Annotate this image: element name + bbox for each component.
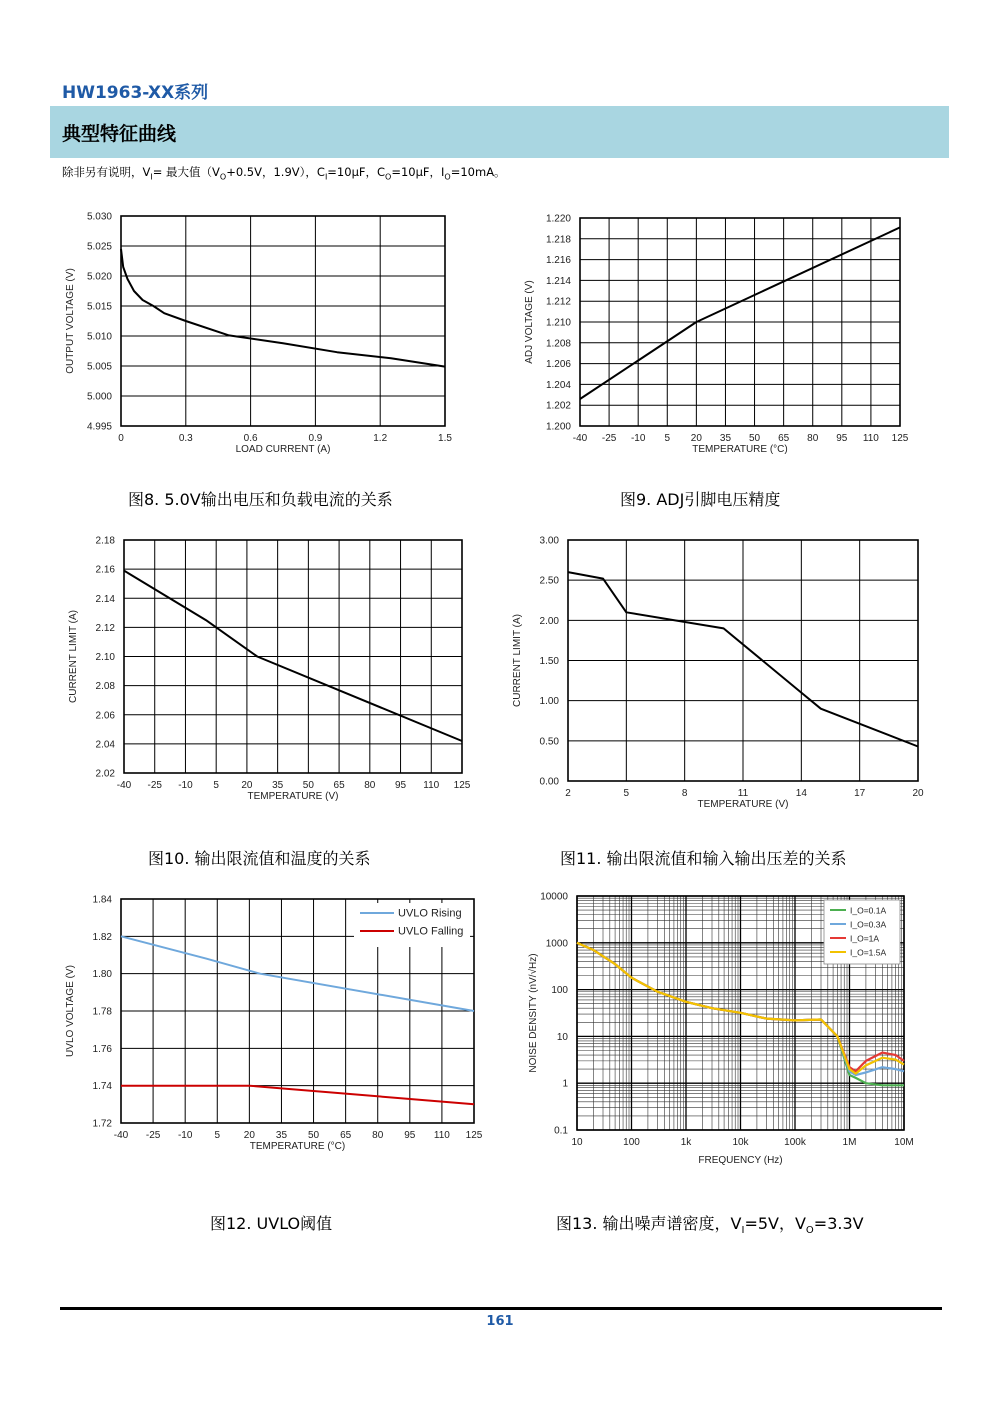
x-tick-label: 65 [778,433,790,444]
y-tick-label: 5.000 [86,391,112,403]
x-axis-label: TEMPERATURE (V) [247,791,339,802]
y-tick-label: 4.995 [86,421,112,433]
x-tick-label: 95 [404,1130,416,1141]
y-tick-label: 2.00 [539,615,559,627]
conditions-sub: O [219,172,227,182]
y-tick-label: 2.10 [95,652,115,663]
x-tick-label: 14 [795,788,807,799]
conditions-sub: I [150,172,153,182]
y-axis-label: ADJ VOLTAGE (V) [524,280,535,364]
x-tick-label: 125 [465,1130,483,1141]
x-tick-label: 2 [565,788,571,799]
x-tick-label: 5 [664,433,671,444]
x-tick-label: 0.3 [178,433,193,444]
x-tick-label: 65 [333,780,345,791]
caption-fig12: 图12. UVLO阈值 [210,1214,333,1233]
x-axis-label: TEMPERATURE (°C) [249,1141,346,1152]
y-tick-label: 3.00 [539,535,559,547]
section-title: 典型特征曲线 [62,123,177,145]
x-tick-label: -10 [178,780,193,791]
x-tick-label: 65 [340,1130,352,1141]
x-tick-label: -25 [147,780,162,791]
x-tick-label: 125 [453,780,471,791]
legend-label: I_O=0.3A [850,919,887,930]
x-tick-label: 1k [680,1137,692,1148]
y-tick-label: 1.00 [539,696,559,708]
y-tick-label: 1.200 [545,421,571,433]
conditions-sub: I [324,172,328,182]
y-tick-label: 1.202 [545,400,571,412]
legend-label: UVLO Rising [398,907,462,920]
x-tick-label: 50 [302,780,314,791]
legend-label: I_O=1.5A [850,947,887,958]
y-tick-label: 10000 [540,891,568,903]
x-tick-label: -25 [145,1130,161,1141]
y-tick-label: 1.84 [92,894,112,906]
x-tick-label: 125 [891,433,909,444]
x-tick-label: 5 [213,780,219,791]
caption-fig11: 图11. 输出限流值和输入输出压差的关系 [560,849,847,868]
x-tick-label: 35 [275,1130,288,1141]
y-tick-label: 1.50 [539,656,559,667]
legend-label: I_O=0.1A [850,905,887,916]
x-tick-label: 11 [737,788,749,799]
x-tick-label: 50 [748,433,761,444]
caption-sub: I [741,1225,745,1237]
y-tick-label: 5.015 [86,301,112,313]
y-tick-label: 1.214 [545,275,571,287]
x-tick-label: 10 [571,1137,583,1148]
x-tick-label: -10 [177,1130,193,1141]
caption-text: =5V，V [744,1214,806,1233]
y-tick-label: 1.206 [545,359,571,371]
y-tick-label: 2.16 [95,564,115,576]
caption-fig9: 图9. ADJ引脚电压精度 [620,490,781,509]
y-tick-label: 1.212 [545,296,571,308]
legend-label: UVLO Falling [398,925,464,938]
footer-rule [60,1307,942,1310]
caption-fig8: 图8. 5.0V输出电压和负载电流的关系 [128,490,393,509]
x-tick-label: 100 [623,1137,640,1148]
conditions-text: 除非另有说明，V [62,165,151,179]
x-tick-label: -25 [601,433,617,444]
x-tick-label: -40 [572,433,588,444]
x-axis-label: TEMPERATURE (V) [697,799,789,810]
x-tick-label: 17 [854,788,866,799]
x-tick-label: 80 [364,780,376,791]
x-tick-label: 35 [272,780,284,791]
y-tick-label: 0.1 [554,1125,568,1137]
y-tick-label: 0.00 [539,776,559,788]
y-tick-label: 10 [556,1031,568,1043]
conditions-text: +0.5V，1.9V），C [226,165,325,179]
x-tick-label: 100k [784,1137,806,1148]
x-tick-label: 35 [719,433,732,444]
y-tick-label: 5.025 [86,241,112,253]
x-tick-label: 110 [423,780,440,791]
conditions-text: =10μF，C [327,165,386,179]
x-tick-label: -10 [630,433,646,444]
y-tick-label: 1.208 [545,338,571,350]
x-tick-label: 20 [912,788,924,799]
x-tick-label: 10k [732,1137,749,1148]
conditions-sub: O [444,172,451,182]
y-tick-label: 5.020 [86,271,112,283]
x-tick-label: 1M [842,1137,857,1148]
y-tick-label: 1.220 [545,213,571,225]
y-tick-label: 2.02 [95,768,115,780]
y-tick-label: 2.12 [95,622,115,634]
x-tick-label: 0.6 [243,433,258,444]
x-tick-label: 20 [241,780,253,791]
y-tick-label: 1.80 [92,969,112,981]
series-title: HW1963-XX系列 [62,83,209,103]
x-tick-label: 95 [836,433,848,444]
x-tick-label: 110 [862,433,879,444]
x-tick-label: -40 [113,1130,129,1141]
caption-text: 图13. 输出噪声谱密度，V [556,1214,742,1233]
y-tick-label: 5.030 [86,211,112,223]
y-tick-label: 0.50 [539,736,559,748]
legend-label: I_O=1A [850,933,880,944]
y-tick-label: 5.005 [86,361,112,373]
y-tick-label: 2.08 [95,681,115,693]
x-tick-label: 20 [243,1130,255,1141]
x-axis-label: TEMPERATURE (°C) [692,444,788,455]
y-tick-label: 2.14 [95,593,115,605]
y-axis-label: UVLO VOLTAGE (V) [65,965,76,1057]
x-tick-label: 1.2 [373,433,388,444]
x-tick-label: 5 [214,1130,221,1141]
y-tick-label: 1.72 [92,1118,112,1130]
y-tick-label: 2.50 [539,575,559,587]
y-tick-label: 1.216 [545,255,571,267]
x-axis-label: FREQUENCY (Hz) [698,1155,783,1166]
x-tick-label: 50 [307,1130,320,1141]
x-tick-label: 0 [118,433,124,444]
caption-sub: O [805,1225,814,1237]
y-tick-label: 2.18 [95,535,115,547]
conditions-text: = 最大值（V [152,165,220,179]
page-number: 161 [486,1314,514,1329]
conditions-text: =10μF，I [391,165,445,179]
y-tick-label: 1.78 [92,1006,112,1018]
x-tick-label: -40 [116,780,132,791]
caption-fig13 [556,1211,864,1236]
y-axis-label: CURRENT LIMIT (A) [512,614,523,707]
y-tick-label: 2.04 [95,739,115,751]
conditions-text: =10mA。 [450,165,506,179]
x-tick-label: 8 [681,788,688,799]
y-tick-label: 1.218 [545,234,571,246]
y-tick-label: 1.82 [92,931,112,943]
x-tick-label: 80 [372,1130,384,1141]
caption-text: =3.3V [813,1214,864,1233]
y-tick-label: 100 [551,985,568,997]
x-tick-label: 0.9 [308,433,323,444]
y-axis-label: CURRENT LIMIT (A) [68,610,79,703]
x-tick-label: 110 [433,1130,450,1141]
y-axis-label: OUTPUT VOLTAGE (V) [65,268,76,374]
y-tick-label: 2.06 [95,710,115,722]
x-tick-label: 20 [690,433,702,444]
x-tick-label: 5 [623,788,630,799]
caption-fig10: 图10. 输出限流值和温度的关系 [148,849,371,868]
y-tick-label: 1.204 [545,379,571,391]
y-tick-label: 1000 [545,938,568,950]
y-tick-label: 1 [562,1078,568,1090]
y-tick-label: 1.210 [545,317,571,329]
x-tick-label: 80 [807,433,819,444]
y-axis-label: NOISE DENSITY (nV/√Hz) [528,953,539,1073]
x-axis-label: LOAD CURRENT (A) [235,444,331,455]
x-tick-label: 95 [394,780,407,791]
y-tick-label: 5.010 [86,331,112,343]
x-tick-label: 1.5 [438,433,452,444]
conditions-sub: O [385,172,392,182]
x-tick-label: 10M [894,1137,914,1148]
y-tick-label: 1.76 [92,1043,112,1055]
y-tick-label: 1.74 [92,1081,112,1093]
